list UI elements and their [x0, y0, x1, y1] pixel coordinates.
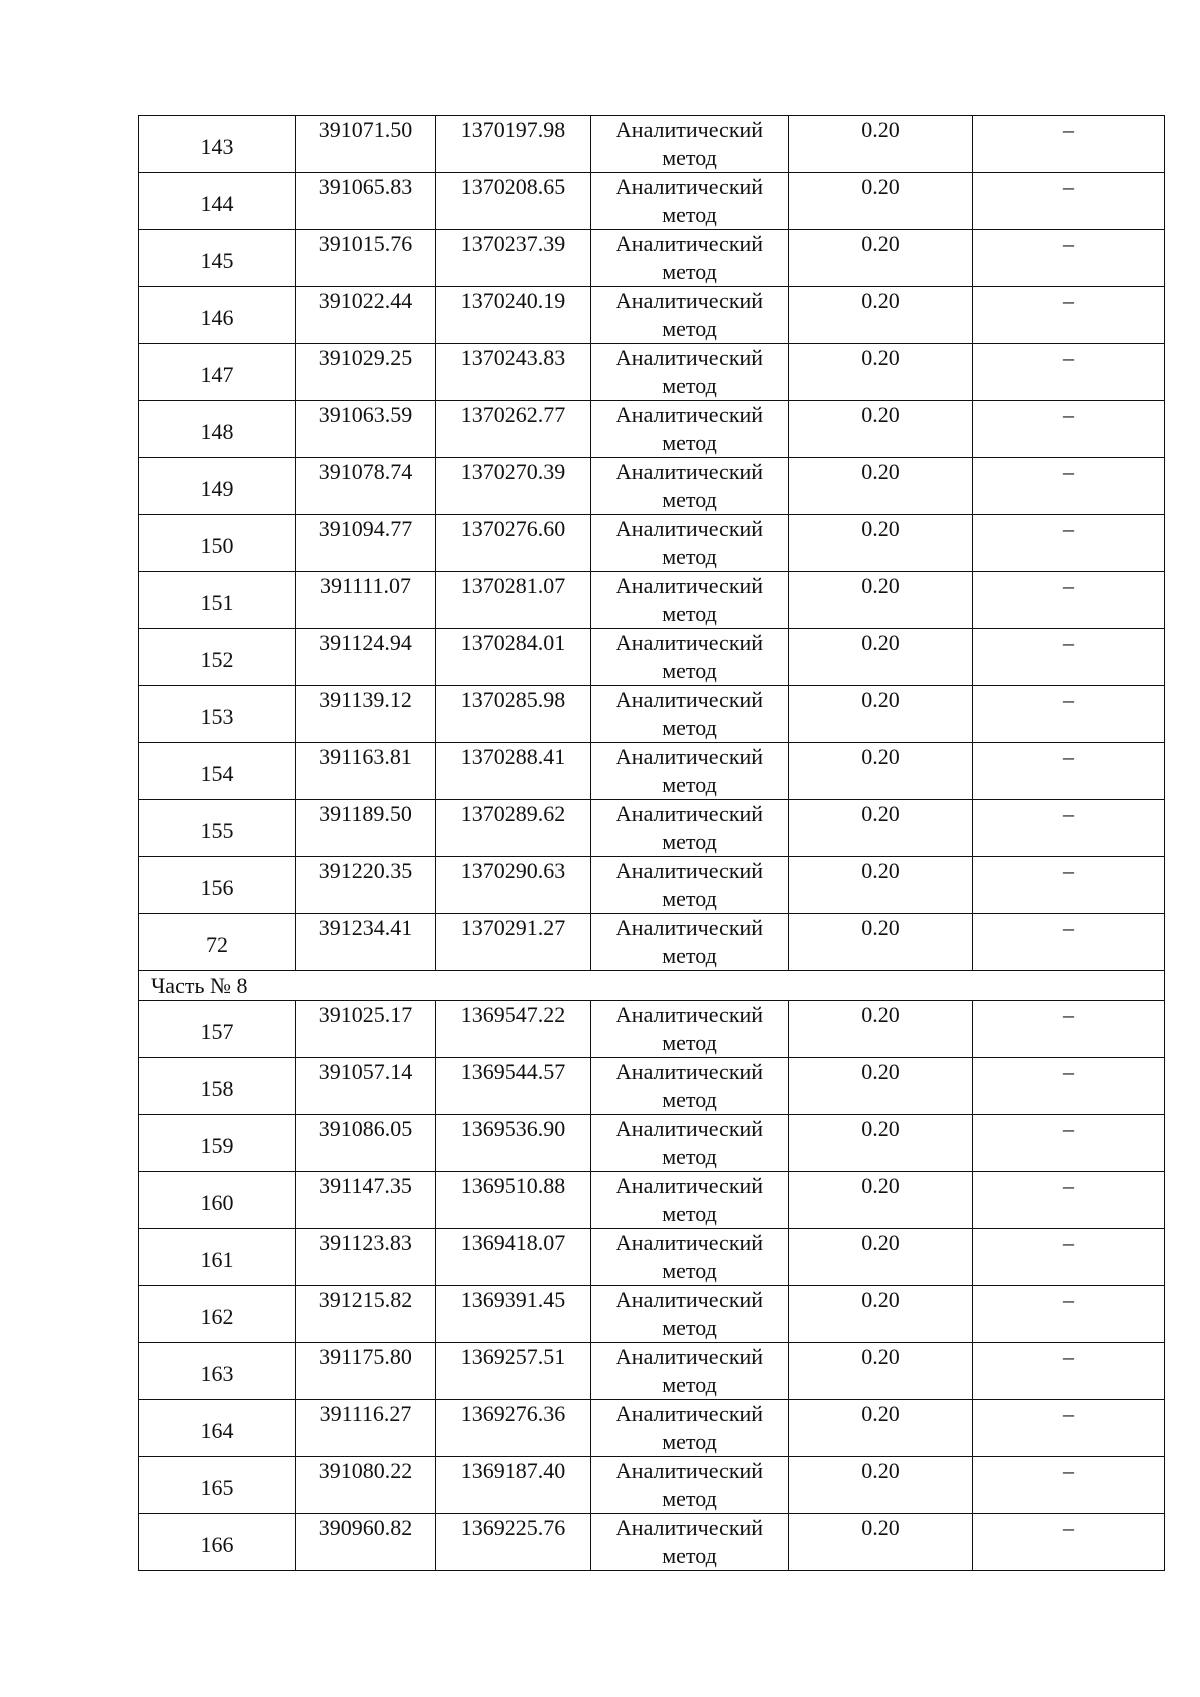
accuracy-cell: 0.20: [789, 116, 973, 173]
table-row: [139, 1058, 1165, 1115]
method-line-1: Аналитический: [615, 174, 764, 199]
method-line-1: Аналитический: [615, 1230, 764, 1255]
accuracy-cell: 0.20: [789, 1001, 973, 1058]
point-number-cell: 146: [139, 287, 296, 344]
table-row: [139, 173, 1165, 230]
note-cell: –: [973, 1229, 1165, 1286]
method-cell: [591, 173, 789, 230]
table-row: [139, 1172, 1165, 1229]
point-number-cell: 158: [139, 1058, 296, 1115]
table-row: [139, 857, 1165, 914]
table-row: [139, 629, 1165, 686]
note-cell: –: [973, 116, 1165, 173]
x-coordinate-cell: 391086.05: [296, 1115, 436, 1172]
method-line-2: метод: [662, 658, 717, 683]
method-line-2: метод: [662, 316, 717, 341]
y-coordinate-cell: 1369544.57: [436, 1058, 591, 1115]
accuracy-cell: 0.20: [789, 344, 973, 401]
method-cell: [591, 629, 789, 686]
method-line-2: метод: [662, 1030, 717, 1055]
method-line-2: метод: [662, 1258, 717, 1283]
method-line-1: Аналитический: [615, 744, 764, 769]
method-line-2: метод: [662, 886, 717, 911]
method-cell: [591, 686, 789, 743]
table-row: [139, 1343, 1165, 1400]
note-cell: –: [973, 857, 1165, 914]
table-row: [139, 230, 1165, 287]
coordinates-table-body: [139, 116, 1165, 1571]
table-row: [139, 1001, 1165, 1058]
method-line-1: Аналитический: [615, 801, 764, 826]
method-cell: [591, 116, 789, 173]
y-coordinate-cell: 1370262.77: [436, 401, 591, 458]
method-line-2: метод: [662, 1144, 717, 1169]
section-row: [139, 971, 1165, 1001]
accuracy-cell: 0.20: [789, 743, 973, 800]
point-number-cell: 145: [139, 230, 296, 287]
accuracy-cell: 0.20: [789, 1286, 973, 1343]
method-cell: [591, 800, 789, 857]
method-line-1: Аналитический: [615, 231, 764, 256]
accuracy-cell: 0.20: [789, 572, 973, 629]
x-coordinate-cell: 391025.17: [296, 1001, 436, 1058]
method-cell: [591, 572, 789, 629]
y-coordinate-cell: 1370240.19: [436, 287, 591, 344]
method-line-2: метод: [662, 1486, 717, 1511]
table-row: [139, 401, 1165, 458]
method-cell: [591, 743, 789, 800]
accuracy-cell: 0.20: [789, 1457, 973, 1514]
note-cell: –: [973, 344, 1165, 401]
point-number-cell: 159: [139, 1115, 296, 1172]
method-line-2: метод: [662, 145, 717, 170]
table-row: [139, 743, 1165, 800]
table-row: [139, 572, 1165, 629]
method-cell: [591, 401, 789, 458]
note-cell: –: [973, 914, 1165, 971]
x-coordinate-cell: 391111.07: [296, 572, 436, 629]
table-row: [139, 1514, 1165, 1571]
x-coordinate-cell: 391234.41: [296, 914, 436, 971]
x-coordinate-cell: 391123.83: [296, 1229, 436, 1286]
x-coordinate-cell: 391116.27: [296, 1400, 436, 1457]
method-line-1: Аналитический: [615, 402, 764, 427]
method-line-1: Аналитический: [615, 288, 764, 313]
method-line-1: Аналитический: [615, 1401, 764, 1426]
method-line-2: метод: [662, 430, 717, 455]
x-coordinate-cell: 391029.25: [296, 344, 436, 401]
method-line-2: метод: [662, 715, 717, 740]
y-coordinate-cell: 1370291.27: [436, 914, 591, 971]
point-number-cell: 147: [139, 344, 296, 401]
method-line-2: метод: [662, 1372, 717, 1397]
x-coordinate-cell: 391065.83: [296, 173, 436, 230]
section-label: Часть № 8: [139, 971, 1165, 1001]
method-line-2: метод: [662, 544, 717, 569]
method-line-1: Аналитический: [615, 1116, 764, 1141]
y-coordinate-cell: 1370290.63: [436, 857, 591, 914]
method-line-2: метод: [662, 259, 717, 284]
accuracy-cell: 0.20: [789, 1400, 973, 1457]
point-number-cell: 156: [139, 857, 296, 914]
y-coordinate-cell: 1369547.22: [436, 1001, 591, 1058]
x-coordinate-cell: 390960.82: [296, 1514, 436, 1571]
point-number-cell: 160: [139, 1172, 296, 1229]
x-coordinate-cell: 391015.76: [296, 230, 436, 287]
method-cell: [591, 1172, 789, 1229]
note-cell: –: [973, 401, 1165, 458]
accuracy-cell: 0.20: [789, 857, 973, 914]
table-row: [139, 1400, 1165, 1457]
method-cell: [591, 857, 789, 914]
accuracy-cell: 0.20: [789, 914, 973, 971]
y-coordinate-cell: 1369276.36: [436, 1400, 591, 1457]
x-coordinate-cell: 391220.35: [296, 857, 436, 914]
table-row: [139, 1229, 1165, 1286]
accuracy-cell: 0.20: [789, 1058, 973, 1115]
table-row: [139, 515, 1165, 572]
x-coordinate-cell: 391189.50: [296, 800, 436, 857]
method-cell: [591, 1058, 789, 1115]
y-coordinate-cell: 1369257.51: [436, 1343, 591, 1400]
method-line-2: метод: [662, 1087, 717, 1112]
method-line-1: Аналитический: [615, 1287, 764, 1312]
accuracy-cell: 0.20: [789, 1514, 973, 1571]
note-cell: –: [973, 1457, 1165, 1514]
x-coordinate-cell: 391063.59: [296, 401, 436, 458]
y-coordinate-cell: 1370289.62: [436, 800, 591, 857]
note-cell: –: [973, 1343, 1165, 1400]
method-cell: [591, 914, 789, 971]
x-coordinate-cell: 391022.44: [296, 287, 436, 344]
y-coordinate-cell: 1370288.41: [436, 743, 591, 800]
y-coordinate-cell: 1369187.40: [436, 1457, 591, 1514]
method-cell: [591, 1001, 789, 1058]
method-line-1: Аналитический: [615, 345, 764, 370]
note-cell: –: [973, 629, 1165, 686]
accuracy-cell: 0.20: [789, 230, 973, 287]
method-line-2: метод: [662, 373, 717, 398]
point-number-cell: 157: [139, 1001, 296, 1058]
method-line-1: Аналитический: [615, 630, 764, 655]
method-cell: [591, 1457, 789, 1514]
method-line-1: Аналитический: [615, 1059, 764, 1084]
accuracy-cell: 0.20: [789, 458, 973, 515]
note-cell: –: [973, 515, 1165, 572]
table-row: [139, 1115, 1165, 1172]
note-cell: –: [973, 800, 1165, 857]
point-number-cell: 165: [139, 1457, 296, 1514]
method-line-2: метод: [662, 202, 717, 227]
point-number-cell: 166: [139, 1514, 296, 1571]
y-coordinate-cell: 1370270.39: [436, 458, 591, 515]
y-coordinate-cell: 1370284.01: [436, 629, 591, 686]
accuracy-cell: 0.20: [789, 1229, 973, 1286]
note-cell: –: [973, 572, 1165, 629]
y-coordinate-cell: 1369225.76: [436, 1514, 591, 1571]
note-cell: –: [973, 173, 1165, 230]
method-line-2: метод: [662, 1201, 717, 1226]
method-line-2: метод: [662, 1429, 717, 1454]
point-number-cell: 153: [139, 686, 296, 743]
note-cell: –: [973, 287, 1165, 344]
y-coordinate-cell: 1370243.83: [436, 344, 591, 401]
note-cell: –: [973, 458, 1165, 515]
method-line-1: Аналитический: [615, 516, 764, 541]
method-line-2: метод: [662, 772, 717, 797]
point-number-cell: 152: [139, 629, 296, 686]
method-line-2: метод: [662, 943, 717, 968]
table-row: [139, 458, 1165, 515]
method-line-1: Аналитический: [615, 573, 764, 598]
method-line-1: Аналитический: [615, 117, 764, 142]
note-cell: –: [973, 1115, 1165, 1172]
method-cell: [591, 515, 789, 572]
note-cell: –: [973, 1001, 1165, 1058]
method-line-1: Аналитический: [615, 459, 764, 484]
point-number-cell: 143: [139, 116, 296, 173]
y-coordinate-cell: 1369418.07: [436, 1229, 591, 1286]
y-coordinate-cell: 1370285.98: [436, 686, 591, 743]
point-number-cell: 163: [139, 1343, 296, 1400]
method-line-1: Аналитический: [615, 1344, 764, 1369]
table-row: [139, 344, 1165, 401]
point-number-cell: 155: [139, 800, 296, 857]
note-cell: –: [973, 230, 1165, 287]
method-line-1: Аналитический: [615, 687, 764, 712]
method-cell: [591, 458, 789, 515]
method-line-1: Аналитический: [615, 1515, 764, 1540]
accuracy-cell: 0.20: [789, 686, 973, 743]
table-row: [139, 800, 1165, 857]
y-coordinate-cell: 1370197.98: [436, 116, 591, 173]
accuracy-cell: 0.20: [789, 1172, 973, 1229]
method-cell: [591, 1229, 789, 1286]
x-coordinate-cell: 391147.35: [296, 1172, 436, 1229]
method-cell: [591, 287, 789, 344]
accuracy-cell: 0.20: [789, 401, 973, 458]
x-coordinate-cell: 391080.22: [296, 1457, 436, 1514]
y-coordinate-cell: 1370276.60: [436, 515, 591, 572]
method-cell: [591, 1343, 789, 1400]
method-line-1: Аналитический: [615, 1173, 764, 1198]
note-cell: –: [973, 686, 1165, 743]
point-number-cell: 162: [139, 1286, 296, 1343]
note-cell: –: [973, 1172, 1165, 1229]
table-row: [139, 116, 1165, 173]
point-number-cell: 149: [139, 458, 296, 515]
method-cell: [591, 1514, 789, 1571]
method-cell: [591, 230, 789, 287]
point-number-cell: 144: [139, 173, 296, 230]
method-line-2: метод: [662, 829, 717, 854]
x-coordinate-cell: 391071.50: [296, 116, 436, 173]
method-cell: [591, 1115, 789, 1172]
note-cell: –: [973, 1058, 1165, 1115]
method-line-1: Аналитический: [615, 858, 764, 883]
point-number-cell: 148: [139, 401, 296, 458]
x-coordinate-cell: 391163.81: [296, 743, 436, 800]
method-line-1: Аналитический: [615, 1458, 764, 1483]
accuracy-cell: 0.20: [789, 1115, 973, 1172]
note-cell: –: [973, 1400, 1165, 1457]
x-coordinate-cell: 391139.12: [296, 686, 436, 743]
table-row: [139, 1457, 1165, 1514]
point-number-cell: 72: [139, 914, 296, 971]
accuracy-cell: 0.20: [789, 629, 973, 686]
x-coordinate-cell: 391057.14: [296, 1058, 436, 1115]
note-cell: –: [973, 1514, 1165, 1571]
accuracy-cell: 0.20: [789, 1343, 973, 1400]
point-number-cell: 164: [139, 1400, 296, 1457]
x-coordinate-cell: 391215.82: [296, 1286, 436, 1343]
note-cell: –: [973, 1286, 1165, 1343]
accuracy-cell: 0.20: [789, 173, 973, 230]
point-number-cell: 161: [139, 1229, 296, 1286]
y-coordinate-cell: 1370237.39: [436, 230, 591, 287]
method-line-2: метод: [662, 601, 717, 626]
method-cell: [591, 1400, 789, 1457]
method-cell: [591, 344, 789, 401]
x-coordinate-cell: 391175.80: [296, 1343, 436, 1400]
x-coordinate-cell: 391094.77: [296, 515, 436, 572]
y-coordinate-cell: 1370208.65: [436, 173, 591, 230]
method-line-1: Аналитический: [615, 1002, 764, 1027]
method-line-1: Аналитический: [615, 915, 764, 940]
method-line-2: метод: [662, 1315, 717, 1340]
coordinates-table: [138, 115, 1165, 1571]
y-coordinate-cell: 1369510.88: [436, 1172, 591, 1229]
y-coordinate-cell: 1370281.07: [436, 572, 591, 629]
method-line-2: метод: [662, 487, 717, 512]
point-number-cell: 151: [139, 572, 296, 629]
point-number-cell: 150: [139, 515, 296, 572]
table-row: [139, 287, 1165, 344]
method-cell: [591, 1286, 789, 1343]
x-coordinate-cell: 391078.74: [296, 458, 436, 515]
y-coordinate-cell: 1369391.45: [436, 1286, 591, 1343]
table-row: [139, 1286, 1165, 1343]
accuracy-cell: 0.20: [789, 515, 973, 572]
note-cell: –: [973, 743, 1165, 800]
accuracy-cell: 0.20: [789, 800, 973, 857]
accuracy-cell: 0.20: [789, 287, 973, 344]
table-row: [139, 914, 1165, 971]
point-number-cell: 154: [139, 743, 296, 800]
table-row: [139, 686, 1165, 743]
y-coordinate-cell: 1369536.90: [436, 1115, 591, 1172]
x-coordinate-cell: 391124.94: [296, 629, 436, 686]
method-line-2: метод: [662, 1543, 717, 1568]
